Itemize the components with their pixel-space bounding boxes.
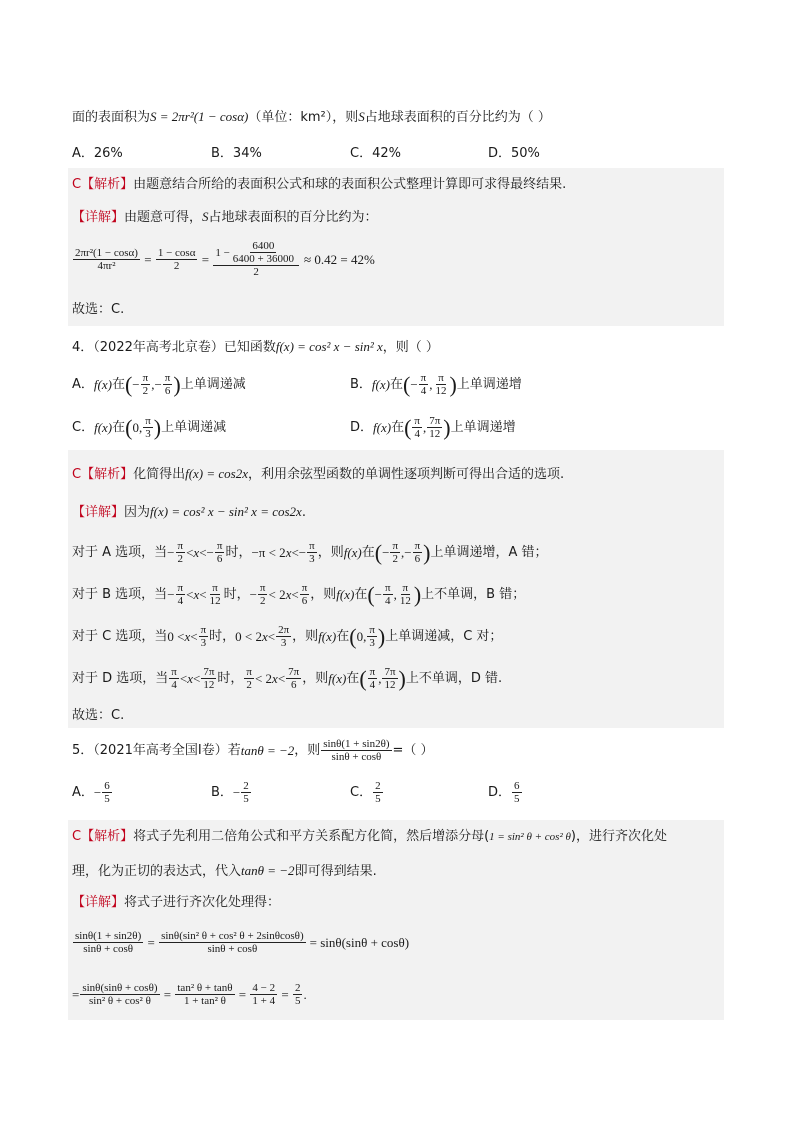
line-pre: 对于 C 选项，当 [72,629,168,645]
q5-stem [72,738,434,763]
fx: f(x) [343,545,362,561]
eq-num: 2πr²(1 − cosα) [75,246,138,259]
analysis-formula: 1 = sin² θ + cos² θ [489,831,571,843]
line-tail: 上单调递减，C 对； [385,629,503,645]
q3-option-d[interactable]: D．50% [488,146,540,161]
analysis-text: 化简得出 [133,467,186,482]
eq-num: 1 − cosα [157,246,196,259]
in-text: 在 [336,629,350,645]
frac-num: 2 [375,780,381,792]
frac-num: π [420,372,427,384]
frac-num: π [164,372,171,384]
q5-option-a[interactable] [72,780,113,805]
analysis-tan: tanθ = −2 [241,863,295,878]
frac-num: π [438,372,444,384]
detail-text-b: 占地球表面积的百分比约为： [208,210,378,225]
line-cond2: ，则 [310,587,337,603]
fx: f(x) [371,377,390,393]
q5-stem-mid: ，则 [294,743,321,759]
frac-num: sinθ(1 + sin2θ) [75,930,142,942]
option-label: B． [211,785,233,801]
frac-den: 5 [243,793,249,806]
frac-den: 12 [435,385,447,398]
analysis-text: 由题意结合所给的表面积公式和球的表面积公式整理计算即可求得最终结果. [133,177,567,192]
intro-text: 面的表面积为 [72,110,151,125]
eq-num: 6400 [252,240,275,252]
analysis-text-d: 即可得到结果. [294,864,377,879]
detail-text: 将式子进行齐次化处理得： [124,895,281,910]
line-cond2: ，则 [317,545,344,561]
line-cond2: ，则 [302,671,329,687]
frac-num: sinθ(1 + sin2θ) [323,738,390,750]
q5-stem-end: =（ ） [392,743,434,759]
analysis-text: 将式子先利用二倍角公式和平方关系配方化简，然后增添分母( [133,829,490,844]
q3-detail [72,210,378,224]
option-label: D． [488,785,512,801]
in-text: 在 [346,671,360,687]
line-pre: 对于 B 选项，当 [72,587,168,603]
detail-end: . [301,505,306,520]
q4-detail [72,505,306,519]
q4-option-d[interactable]: D． f(x) 在 ( $\frac{\pi}{4}$ , $\frac{7\pi}{12}$ ) 上单调递增 [350,414,516,441]
q4-option-a[interactable]: A． f(x) 在 ( − $\frac{\pi}{2}$ ,− $\frac{\pi}{6}$ ) 上单调递减 [72,371,246,398]
analysis-label: C【解析】 [72,829,134,844]
q5-tan: tanθ = −2 [240,743,295,759]
q5-option-c[interactable] [350,780,384,805]
frac-den: 1 + tan² θ [183,995,226,1008]
frac-num: sinθ(sinθ + cosθ) [82,982,158,994]
frac-den: sinθ + cosθ [83,943,133,956]
in-text: 在 [112,420,126,436]
q3-answer: 故选：C. [72,302,125,317]
detail-label: 【详解】 [72,505,125,520]
detail-label: 【详解】 [72,210,125,225]
line-cond: 时， [217,671,244,687]
frac-den: 5 [104,793,110,806]
option-tail: 上单调递增 [450,420,516,436]
eq-den: 2 [253,266,259,279]
analysis-formula: f(x) = cos2x [185,466,249,481]
option-tail: 上单调递增 [456,377,522,393]
eq-one-minus: 1 − [215,246,230,259]
option-label: A． [72,785,94,801]
q5-detail [72,896,280,909]
frac-den: 12 [429,428,441,441]
frac-num: π [414,415,420,427]
analysis-text-b: )，进行齐次化处 [570,829,667,844]
in-text: 在 [391,420,405,436]
frac-num: 6 [514,780,520,792]
q3-option-c[interactable]: C．42% [350,146,401,161]
frac-num: π [145,415,151,427]
fx: f(x) [318,629,337,645]
in-text: 在 [389,377,403,393]
line-cond: 时， [225,545,252,561]
fx: f(x) [94,420,113,436]
q5-equation-1: $\frac{\sin\theta(1 + \sin 2\theta)}{\sin\theta + \cos\theta}$ = $\frac{\text{sinθ(sin² θ + cos² θ + 2sinθcosθ)}}{\sin\theta + \cos\theta}$ = sinθ(sinθ + cosθ) [75,930,410,956]
option-tail: 上单调递减 [161,420,227,436]
q3-stem-tail [72,110,551,124]
eq-result: ≈ 0.42 = 42% [304,251,375,267]
frac-den: sinθ + cosθ [331,751,382,764]
q4-analysis [72,467,564,481]
detail-text: 因为 [124,505,151,520]
analysis-label: C【解析】 [72,177,134,192]
line-cond: 时， [209,629,236,645]
in-text: 在 [361,545,375,561]
eq-result: = sinθ(sinθ + cosθ) [309,935,410,951]
frac-den: 2 [142,385,149,398]
frac-den: 1 + 4 [252,995,276,1008]
q3-option-b[interactable]: B．34% [211,146,262,161]
intro-question-text: 占地球表面积的百分比约为（ ） [364,110,551,125]
var-s: S [358,109,365,124]
q5-option-d[interactable] [488,780,523,805]
q5-analysis-2 [72,864,377,878]
frac-den: sin² θ + cos² θ [89,995,151,1008]
frac-num: 7π [429,415,441,427]
q5-analysis-1 [72,830,667,843]
frac-den: 5 [375,793,381,806]
eq-den: 2 [173,259,180,272]
line-tail: 上不单调，B 错； [421,587,526,603]
detail-formula: f(x) = cos² x − sin² x = cos2x [150,504,302,519]
q4-option-b[interactable]: B． f(x) 在 ( − $\frac{\pi}{4}$ , $\frac{\pi}{12}$ ) 上单调递增 [350,371,522,398]
q4-line-d: 对于 D 选项，当 $\frac{\pi}{4}$ < x < $\frac{7\pi}{12}$ 时， $\frac{\pi}{2}$ < 2 x < $\frac{7\pi}{6}$ ，则 f(x) 在 ( $\frac{\pi}{4}$ , $\frac{7\pi}{12}$ ) 上不单调，D 错. [72,665,503,692]
line-tail: 上不单调，D 错. [405,671,503,687]
frac-den: 3 [145,428,151,441]
q3-analysis [72,178,566,191]
q5-option-b[interactable] [211,780,252,805]
eq-den: 4πr² [97,259,116,272]
frac-num: 2 [294,982,301,994]
option-tail: 上单调递减 [180,377,246,393]
q5-equation-2: = $\frac{\sin\theta(\sin\theta + \cos\theta)}{\text{sin² θ + cos² θ}}$ = $\frac{\text{tan² θ + tanθ}}{\text{1 + tan² θ}}$ = $\frac{4 - 2}{1 + 4}$ = $\frac{2}{5}$ . [72,982,307,1008]
option-label: C． [72,420,95,436]
detail-text: 由题意可得， [124,210,203,225]
frac-den: 5 [514,793,520,806]
fx: f(x) [336,587,355,603]
q4-stem-end: ，则（ ） [382,340,439,355]
q4-stem [72,340,439,354]
line-pre: 对于 D 选项，当 [72,671,169,687]
frac-num: tan² θ + tanθ [177,982,233,994]
q4-stem-text: 4．（2022年高考北京卷）已知函数 [72,340,276,355]
q4-option-c[interactable]: C． f(x) 在 ( 0, $\frac{\pi}{3}$ ) 上单调递减 [72,414,227,441]
option-label: A． [72,377,94,393]
analysis-label: C【解析】 [72,467,134,482]
frac-num: 6 [104,780,110,792]
frac-den: 5 [294,995,301,1008]
intro-unit-text: （单位：km²），则 [248,110,359,125]
frac-num: 2 [243,780,249,792]
var-s: S [202,209,209,224]
line-cond: 时， [223,587,250,603]
frac-num: π [142,372,149,384]
option-label: C． [350,785,373,801]
q4-function: f(x) = cos² x − sin² x [275,339,383,354]
fx: f(x) [93,377,112,393]
q3-option-a[interactable]: A．26% [72,146,123,161]
q4-line-b: 对于 B 选项，当 − $\frac{\pi}{4}$ < x < $\frac{\pi}{12}$ 时， − $\frac{\pi}{2}$ < 2 x < $\frac{\pi}{6}$ ，则 f(x) 在 ( − $\frac{\pi}{4}$ , $\frac{\pi}{12}$ ) 上不单调，B 错； [72,581,526,608]
option-label: D． [350,420,374,436]
frac-den: sinθ + cosθ [207,943,258,956]
frac-den: 4 [414,428,420,441]
frac-den: 4 [420,385,427,398]
line-pre: 对于 A 选项，当 [72,545,168,561]
frac-num: sinθ(sin² θ + cos² θ + 2sinθcosθ) [161,930,304,942]
eq-den: 6400 + 36000 [232,253,294,266]
in-text: 在 [111,377,125,393]
option-sign: − [232,785,241,801]
detail-label: 【详解】 [72,895,125,910]
q3-equation: $\frac{\text{2πr²(1 − cosα)}}{\text{4πr²}}$ = $\frac{1 - \cos\alpha}{2}$ = 1 − $\frac{6400}{6400 + 36000}$ 2 ≈ 0.42 = 42% [75,240,375,279]
option-sign: − [93,785,102,801]
frac-num: 4 − 2 [252,982,276,994]
q5-stem-text: 5．（2021年高考全国Ⅰ卷）若 [72,743,241,759]
fx: f(x) [328,671,347,687]
q4-answer: 故选：C. [72,708,125,723]
fx: f(x) [373,420,392,436]
frac-den: 6 [164,385,171,398]
line-tail: 上单调递增，A 错； [430,545,548,561]
analysis-text-b: ，利用余弦型函数的单调性逐项判断可得出合适的选项. [248,467,565,482]
q4-line-c: 对于 C 选项，当 0 < x < $\frac{\pi}{3}$ 时， 0 < 2 x < $\frac{2\pi}{3}$ ，则 f(x) 在 ( 0, $\frac{\pi}{3}$ ) 上单调递减，C 对； [72,623,503,650]
area-formula: S = 2πr²(1 − cosα) [150,109,249,124]
q4-line-a: 对于 A 选项，当 − $\frac{\pi}{2}$ < x <− $\frac{\pi}{6}$ 时， −π < 2 x <− $\frac{\pi}{3}$ ，则 f(x) 在 ( − $\frac{\pi}{2}$ ,− $\frac{\pi}{6}$ ) 上单调递增，A 错； [72,539,548,566]
line-cond2: ，则 [292,629,319,645]
analysis-text-c: 理，化为正切的表达式，代入 [72,864,242,879]
in-text: 在 [354,587,368,603]
option-label: B． [350,377,372,393]
